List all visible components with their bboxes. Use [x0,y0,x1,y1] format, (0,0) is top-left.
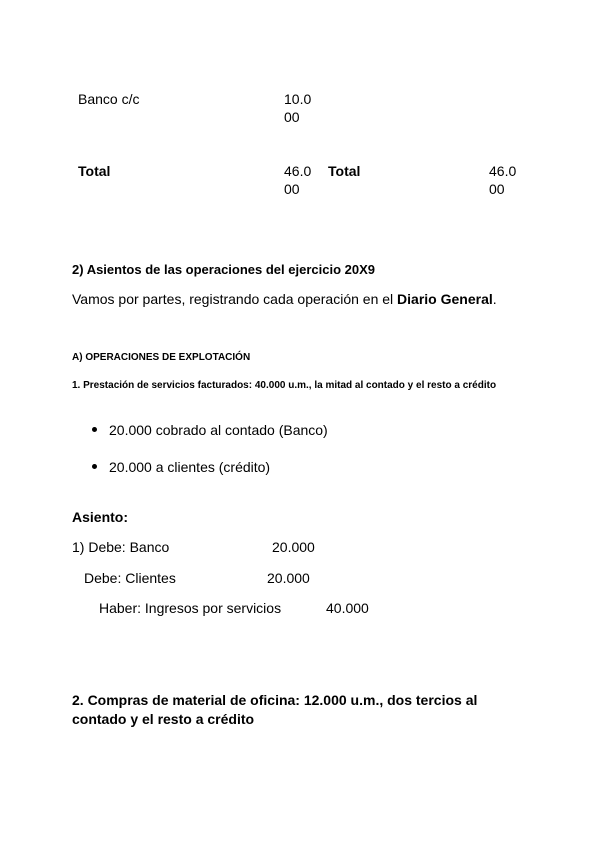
asiento-label: Asiento: [72,509,128,525]
operaciones-heading: A) OPERACIONES DE EXPLOTACIÓN [72,352,251,363]
table-row-banco-label: Banco c/c [78,91,140,107]
table-total-right-value: 46.000 [489,163,517,197]
asiento-line-text: 1) Debe: Banco [72,539,170,555]
table-total-left-label: Total [78,163,111,179]
asiento-line-amount: 20.000 [272,539,315,555]
intro-paragraph [72,290,497,308]
asiento-line-text: Haber: Ingresos por servicios [99,600,282,616]
asiento-line-text: Debe: Clientes [84,570,176,586]
intro-bold: Diario General [397,291,493,307]
table-total-left-value: 46.000 [284,163,312,197]
intro-prefix: Vamos por partes, registrando cada operación en el [72,291,398,307]
bullet-icon [92,464,97,469]
intro-suffix: . [492,291,497,307]
asiento-line-amount: 20.000 [267,570,310,586]
section-heading: 2) Asientos de las operaciones del ejercicio 20X9 [72,262,375,277]
asiento-line-amount: 40.000 [326,600,369,616]
item2-title: 2. Compras de material de oficina: 12.000 u.m., dos tercios al contado y el resto a crédito [72,692,478,727]
bullet-item: 20.000 a clientes (crédito) [109,459,271,475]
table-total-right-label: Total [328,163,361,179]
bullet-icon [92,427,97,432]
table-row-banco-value: 10.000 [284,91,312,125]
bullet-item: 20.000 cobrado al contado (Banco) [109,422,328,438]
item1-title: 1. Prestación de servicios facturados: 40.000 u.m., la mitad al contado y el resto a crédito [72,380,497,391]
